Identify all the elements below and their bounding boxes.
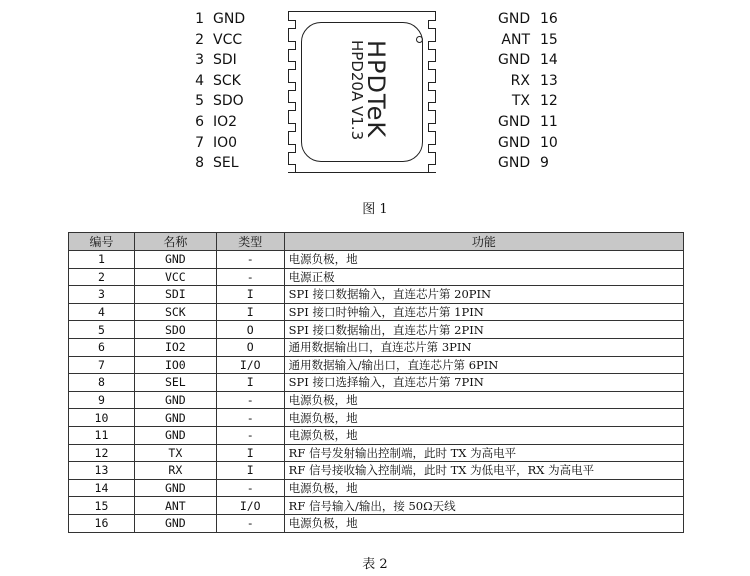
table-row — [69, 497, 684, 515]
header-function: 功能 — [284, 233, 683, 251]
cell-function: 电源负极，地 — [284, 426, 683, 444]
cell-number: 5 — [69, 321, 135, 339]
pin-name: GND — [213, 11, 246, 27]
pin-number: 2 — [195, 31, 204, 48]
cell-type: I/O — [216, 356, 284, 374]
pin-function-table — [68, 232, 684, 533]
cell-number: 16 — [69, 514, 135, 532]
cell-function: RF 信号输入/输出，接 50Ω天线 — [284, 497, 683, 515]
pin-number: 5 — [195, 93, 204, 110]
cell-type: I — [216, 444, 284, 462]
cell-number: 15 — [69, 497, 135, 515]
pin-number: 9 — [540, 155, 549, 172]
pin-label — [190, 112, 245, 133]
header-type: 类型 — [216, 233, 284, 251]
cell-number: 2 — [69, 268, 135, 286]
cell-name: ANT — [134, 497, 216, 515]
chip-pad — [428, 20, 436, 29]
pin1-marker-dot — [416, 36, 423, 43]
pin-number: 13 — [540, 72, 558, 89]
chip-pad — [428, 82, 436, 91]
chip-pad — [288, 102, 296, 111]
pin-number: 14 — [540, 52, 558, 69]
cell-name: VCC — [134, 268, 216, 286]
cell-function: 电源负极，地 — [284, 251, 683, 269]
pin-number: 4 — [195, 72, 204, 89]
chip-pad — [288, 61, 296, 70]
table-row — [69, 426, 684, 444]
chip-pad — [428, 102, 436, 111]
cell-type: - — [216, 268, 284, 286]
cell-type: I — [216, 462, 284, 480]
pin-number: 10 — [540, 134, 558, 151]
pin-name: VCC — [213, 31, 243, 48]
pin-label — [498, 30, 558, 51]
chip-brand-text: HPDTeK — [362, 40, 390, 139]
cell-function: 通用数据输入/输出口，直连芯片第 6PIN — [284, 356, 683, 374]
pin-number: 15 — [540, 31, 558, 48]
table-row — [69, 409, 684, 427]
pin-name: GND — [498, 134, 531, 151]
table-row — [69, 356, 684, 374]
pin-label — [498, 9, 558, 30]
table-row — [69, 338, 684, 356]
chip-pad — [288, 20, 296, 29]
pin-label — [498, 133, 558, 154]
cell-name: SDI — [134, 286, 216, 304]
cell-function: 电源负极，地 — [284, 409, 683, 427]
pin-name: IO0 — [213, 134, 238, 151]
cell-name: RX — [134, 462, 216, 480]
cell-type: O — [216, 321, 284, 339]
pin-name: RX — [510, 72, 530, 89]
cell-number: 1 — [69, 251, 135, 269]
pin-number: 7 — [195, 134, 204, 151]
cell-function: SPI 接口数据输入，直连芯片第 20PIN — [284, 286, 683, 304]
cell-type: - — [216, 426, 284, 444]
header-name: 名称 — [134, 233, 216, 251]
cell-function: 通用数据输出口，直连芯片第 3PIN — [284, 338, 683, 356]
cell-number: 13 — [69, 462, 135, 480]
cell-function: RF 信号接收输入控制端，此时 TX 为低电平，RX 为高电平 — [284, 462, 683, 480]
cell-function: 电源负极，地 — [284, 391, 683, 409]
cell-type: - — [216, 391, 284, 409]
chip-pad — [288, 164, 296, 173]
pin-number: 6 — [195, 113, 204, 130]
table-row — [69, 462, 684, 480]
cell-name: GND — [134, 391, 216, 409]
cell-type: - — [216, 514, 284, 532]
chip-pad — [428, 41, 436, 50]
left-pin-labels — [190, 9, 245, 174]
cell-function: 电源负极，地 — [284, 479, 683, 497]
pin-name: SCK — [213, 72, 241, 89]
table-row — [69, 514, 684, 532]
pin-label — [498, 71, 558, 92]
pin-number: 11 — [540, 113, 558, 130]
pin-label — [190, 91, 245, 112]
cell-function: 电源正极 — [284, 268, 683, 286]
pin-label — [190, 71, 245, 92]
cell-name: SCK — [134, 303, 216, 321]
chip-pad — [428, 123, 436, 132]
cell-function: RF 信号发射输出控制端，此时 TX 为高电平 — [284, 444, 683, 462]
pin-label — [498, 153, 558, 174]
cell-type: I — [216, 286, 284, 304]
cell-name: GND — [134, 251, 216, 269]
cell-type: I — [216, 374, 284, 392]
table-row — [69, 303, 684, 321]
cell-type: I — [216, 303, 284, 321]
figure-caption: 图 1 — [362, 202, 388, 217]
cell-name: TX — [134, 444, 216, 462]
pin-name: SEL — [213, 155, 239, 172]
pin-label — [190, 133, 245, 154]
cell-function: 电源负极，地 — [284, 514, 683, 532]
pin-name: SDO — [213, 93, 244, 110]
cell-type: - — [216, 479, 284, 497]
cell-number: 3 — [69, 286, 135, 304]
pin-name: TX — [511, 93, 530, 110]
cell-function: SPI 接口选择输入，直连芯片第 7PIN — [284, 374, 683, 392]
cell-name: GND — [134, 426, 216, 444]
cell-number: 8 — [69, 374, 135, 392]
chip-pad — [428, 61, 436, 70]
table-row — [69, 286, 684, 304]
pin-label — [498, 91, 558, 112]
right-pin-labels — [498, 9, 558, 174]
cell-number: 4 — [69, 303, 135, 321]
cell-number: 6 — [69, 338, 135, 356]
cell-number: 9 — [69, 391, 135, 409]
chip-pad — [428, 164, 436, 173]
pin-name: GND — [498, 52, 531, 69]
pin-number: 1 — [195, 11, 204, 27]
chip-pad — [288, 41, 296, 50]
cell-name: SDO — [134, 321, 216, 339]
pin-label — [498, 112, 558, 133]
pin-name: GND — [498, 113, 531, 130]
pin-label — [190, 9, 245, 30]
chip-pad — [288, 144, 296, 153]
pin-name: GND — [498, 11, 531, 27]
table-row — [69, 444, 684, 462]
chip-model-text: HPD20A V1.3 — [348, 40, 366, 141]
cell-number: 14 — [69, 479, 135, 497]
cell-name: GND — [134, 409, 216, 427]
cell-name: GND — [134, 514, 216, 532]
cell-number: 10 — [69, 409, 135, 427]
table-row — [69, 391, 684, 409]
cell-number: 7 — [69, 356, 135, 374]
chip-pad — [288, 82, 296, 91]
table-row — [69, 251, 684, 269]
header-number: 编号 — [69, 233, 135, 251]
cell-function: SPI 接口时钟输入，直连芯片第 1PIN — [284, 303, 683, 321]
chip-pad — [428, 144, 436, 153]
cell-name: IO2 — [134, 338, 216, 356]
table-header-row — [69, 233, 684, 251]
cell-type: I/O — [216, 497, 284, 515]
cell-name: GND — [134, 479, 216, 497]
cell-name: IO0 — [134, 356, 216, 374]
pin-name: IO2 — [213, 113, 238, 130]
cell-number: 11 — [69, 426, 135, 444]
pin-label — [190, 30, 245, 51]
pin-label — [190, 153, 245, 174]
cell-name: SEL — [134, 374, 216, 392]
pin-label — [498, 50, 558, 71]
pin-number: 12 — [540, 93, 558, 110]
pin-name: SDI — [213, 52, 237, 69]
table-row — [69, 479, 684, 497]
pin-name: ANT — [501, 31, 530, 48]
pin-number: 16 — [540, 11, 558, 27]
pin-number: 3 — [195, 52, 204, 69]
table-row — [69, 374, 684, 392]
chip-pad — [288, 123, 296, 132]
table-row — [69, 268, 684, 286]
cell-function: SPI 接口数据输出，直连芯片第 2PIN — [284, 321, 683, 339]
table-caption: 表 2 — [362, 557, 388, 572]
cell-type: O — [216, 338, 284, 356]
pin-label — [190, 50, 245, 71]
pin-name: GND — [498, 155, 531, 172]
pin-number: 8 — [195, 155, 204, 172]
cell-type: - — [216, 251, 284, 269]
cell-type: - — [216, 409, 284, 427]
cell-number: 12 — [69, 444, 135, 462]
table-row — [69, 321, 684, 339]
